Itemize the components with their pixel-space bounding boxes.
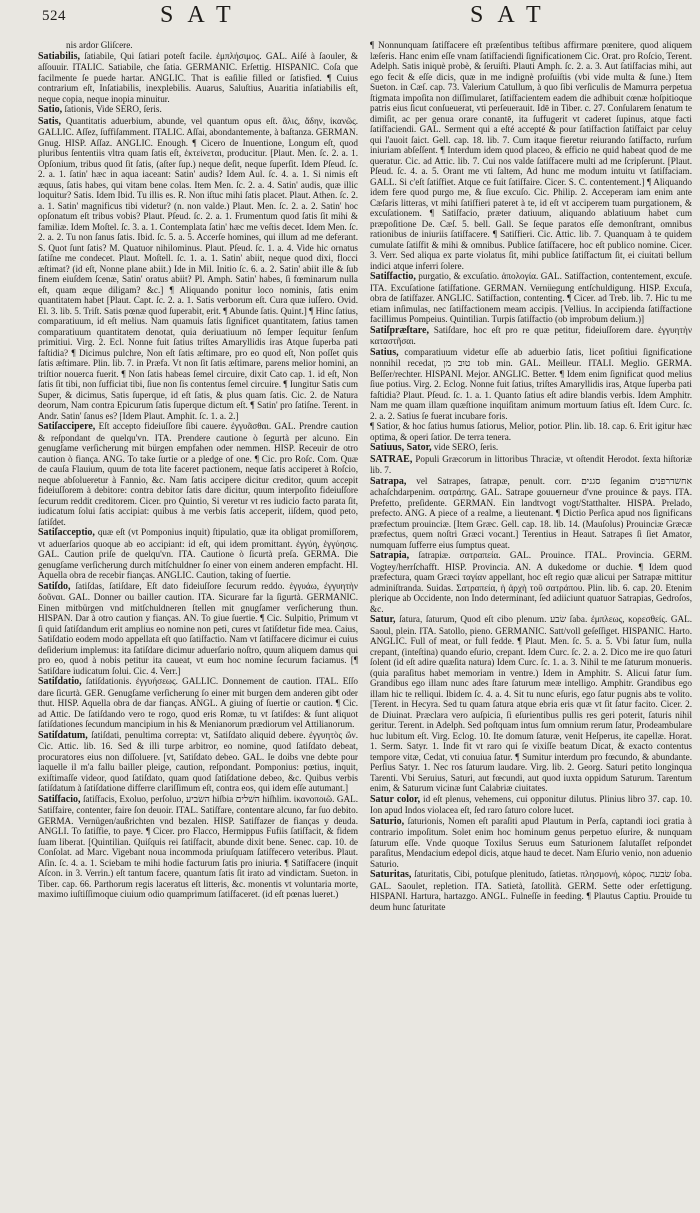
dictionary-entry bbox=[370, 271, 692, 325]
dictionary-entry bbox=[38, 676, 358, 730]
running-head-left: SAT bbox=[160, 2, 245, 28]
entry-headword: Satiſacceptio, bbox=[38, 527, 95, 538]
entry-body: id eſt plenus, vehemens, cui opponitur dilutus. Plinius libro 37. cap. 10. Ion apud Indos violacea eſt, ſed raro ſaturo colore lucet. bbox=[370, 793, 692, 815]
entry-body: purgatio, & excuſatio. ἀπολογία. GAL. Satiſfaction, contentement, excuſe. ITA. Excuſatione ſatiſfatione. GERMAN. Vernüegung entſchuldigung. HISP. Excuſa, obra de ſatiſfazer. ANGLIC. Satiſfaction, contenting. ¶ Cicer. ad Treb. lib. 7. Hic tu me etiam inſimulas, nec ſatiſfactionem meam accipis. [Vellius. In accipienda ſatiſfactione facillimus Pompeius. Quintilian. Turpis ſatiſfactio (ob improbum delium.)] bbox=[370, 271, 692, 324]
entry-body: ſationis, Vide SERO, ſeris. bbox=[64, 104, 162, 114]
entry-body: ſatiſdationis. ἐγγυήσεως. GALLIC. Donnement de caution. ITAL. Eſſo dare ſicurtà. GER. Genugſame verſicherung ſo einer mit burgen dem anderen gibt oder thut. HISP. Aquella obra de dar fianças. ANGL. A giuing of ſuertie or caution. ¶ Cic. ad Attic. De ſatiſdando vero te rogo, quod eris Romæ, tu vt ſatiſdes: & ſunt aliquot ſatiſdationes ſecundum mancipium in his & Menianorum prædiorum vel Attilianorum. bbox=[38, 676, 358, 729]
entry-body: ſaturionis, Nomen eſt paraſiti apud Plautum in Perſa, captandi ioci gratia à contrario impoſitum. Solet enim hoc hominum genus perpetuo eſurire, & nunquam ſaturum eſſe. Vnde quoque Toxilus Seruus eum Saturionem ſalutaſſet reſpondet paraſitus, Mendacium edepol dicis, atque haud te decet. Nam Eſurio venio, non aduenio Saturio. bbox=[370, 815, 692, 869]
entry-body: ſaturitatis, Cibi, potuſque plenitudo, ſatietas. πλησμονή, κόρος. שׂבעה ſoba. GAL. Saoulet, repletion. ITA. Satietà, ſatollità. GERM. Sette oder erſettigung. HISPANI. Hartura, hartazgo. ANGL. Fulneſſe in feeding. ¶ Plautus Captiu. Prouide tu deum hunc ſaturitate bbox=[370, 869, 692, 912]
dictionary-entry bbox=[38, 527, 358, 581]
entry-headword: Satiſaccipere, bbox=[38, 421, 96, 432]
entry-body: vel Satrapes, ſatrapæ, penult. corr. סגנים ſeganim אחשדרפנים achaſchdarpenim. σατράπης. GAL. Satrape gouuerneur d'vne prouince & pays. ITA. Prefetto, preſidente. GERMAN. Ein landtvogt vogt/Statthalter. HISPA. Prelado, prefecto. ANG. A piece of a realme, a lieutenant. ¶ Dictio Perſica apud nos ſignificans præfectum prouinciæ. [Item Græc. Gell. cap. 18. lib. 14. (Mauſolus) Prouinciæ Græcæ præfectus, quem noſtri Græci vocant.] Terentius in Heaut. Satrapes ſi ſiet Amator, numquam ſufferre eius ſumptus queat. bbox=[370, 475, 692, 550]
entry-body: ſatiſfacis, Exoluo, perſoluo, השׂביע hiſbia השׁלים hiſhlim. ἱκανοποιῶ. GAL. Satiſfaire, contenter, faire ſon deuoir. ITAL. Satiſfare, contentare alcuno, far ſuo debito. GERMA. Vernügen/außrichten vnd bezalen. HISP. Satiſfazer de fianças y deuda. ANGLI. To ſatiſfie, to paye. ¶ Cicer. pro Flacco, Hermippus Fufiis ſatiſfacit, & fidem ſuam liberat. [Quintilian. Quiſquis rei ſatiſfacit, abunde dixit bene. Senec. cap. 10. de Conſolat. ad Marc. Vigebant noua incommoda priuſquam ſatiſfecero veteribus. Plaut. Aſin. ſc. 4. a. 1. Sciebam te mihi hodie facturum ſatis pro iniuria. ¶ Satiſfacere (inquit Aſcon. in 3. Verrin.) eſt tantum facere, quantum ſatis ſit irato ad vindictam. Sueton. in Tiber. cap. 66. Parthorum regis laceratus eſt litteris, &c. monentis vt voluntaria morte, maximo iuſtiſſimoque ciuium odio quamprimum ſatiſfaceret. (id eſt pœnas lueret.) bbox=[38, 793, 358, 899]
dictionary-entry bbox=[370, 454, 692, 476]
dictionary-entry bbox=[370, 816, 692, 870]
entry-headword: Satrapia, bbox=[370, 550, 410, 561]
dictionary-entry bbox=[370, 325, 692, 347]
left-column bbox=[38, 40, 358, 1208]
dictionary-entry bbox=[38, 40, 358, 51]
dictionary-entry bbox=[38, 730, 358, 794]
entry-headword: Satiſdatum, bbox=[38, 729, 88, 741]
dictionary-entry bbox=[38, 581, 358, 677]
dictionary-entry bbox=[370, 794, 692, 816]
entry-body: Populi Græcorum in littoribus Thraciæ, vt oſtendit Herodot. ſexta hiſtoriæ lib. 7. bbox=[370, 453, 692, 475]
dictionary-entry bbox=[370, 347, 692, 422]
dictionary-entry bbox=[370, 614, 692, 794]
entry-body: ſatiſdati, penultima correpta: vt, Satiſdato aliquid debere. ἐγγυητὸς ὤν. Cic. Attic. lib. 16. Sed & illi turpe arbitror, eo nomine, quod ſatiſdato debeat, procuratores eius non diſſoluere. [vt, Satiſdato debeo. GAL. Ie doibs vne debte pour laquelle il m'a fallu bailler pleige, caution, reſpondant. Pomponius: pœtius, inquit, exiſtimaſſe videor, quod ſatiſdato, quam quod ſatiſdatione debeo, &c. Quibus verbis ſatiſdatum à ſatiſdatione differre clariſſimum eſt, contra eos, qui idem eſſe autumant.] bbox=[38, 729, 358, 793]
dictionary-entry bbox=[38, 51, 358, 105]
entry-headword: Satiſdatio, bbox=[38, 676, 82, 687]
entry-headword: Satiſdo, bbox=[38, 580, 71, 592]
entry-headword: SATRAE, bbox=[370, 453, 413, 465]
dictionary-entry bbox=[370, 442, 692, 454]
entry-headword: Satio, bbox=[38, 104, 63, 115]
entry-headword: Satrapa, bbox=[370, 475, 407, 487]
entry-body: nis ardor Gliſcere. bbox=[66, 40, 133, 50]
entry-headword: Satiabilis, bbox=[38, 50, 80, 62]
entry-body: quæ eſt (vt Pomponius inquit) ſtipulatio, quæ ita obligat promiſſorem, vt aduerſarios quoque ab eo accipiant: id eſt, qui idem promittant. ἐγγύη, ἐγγύησις. GAL. Caution priſe de quelqu'vn. ITA. Cautione ò ſicurtà preſa. GERMA. Die genugſame verſicherung durch mitſchuldner ſo einer von einem anderen empfacht. HI. Aquella obra de recebir fianças. ANGLIC. Caution, taking of ſuertie. bbox=[38, 527, 358, 580]
entry-body: ſatiſdas, ſatiſdare, Eſt dato fideiuſſore ſecurum reddo. ἐγγυάω, ἐγγυητὴν δοῦναι. GAL. Donner ou bailler caution. ITA. Sicurare far la ſigurtà. GERMANIC. Einen mitbürgen vnd mitſchuldneren ſtellen mit gnugſamer verſicherung thun. HISPAN. Dar à otro caution y fianças. AN. To giue ſuertie. ¶ Cic. Sulpitio, Primum vt ſi quid ſatiſdandum erit amplius eo nomine non peti, cures vt ſatiſdetur fide mea. Caius, Satiſdatio eodem modo appellata eſt quo ſatiſfactio. Nam vt ſatiſfacere dicimur ei cuius deſiderium implemus: ita ſatiſdare dicimur aduerſario noſtro, quum aliquem damus qui pro eo, quod à nobis petitur ita caueat, vt eum hoc nomine ſecurum faciamus. [¶ Satiſdare iudicatum ſolui. Cic. 4. Verr.] bbox=[38, 580, 358, 676]
entry-body: Quantitatis aduerbium, abunde, vel quantum opus eſt. ἅλις, ἄδην, ἱκανῶς. GALLIC. Aſſez, ſuffiſamment. ITALIC. Aſſai, abondantemente, à baſtanza. GERMAN. Gnug. HISP. Aſſaz. ANGLIC. Enough. ¶ Cicero de Inuentione, Longum eſt, quod pluribus ſententiis vltra quam ſatis eſt, ἐκτείνεται, producitur. [Plaut. Men. ſc. 2. a. 1. Opſonium, tribus quod ſit ſatis, (aſter ſup.) neque deſit, neque ſuperſit. Idem Pſeud. ſc. 2. a. 1. ſatin' hæc in aqua iaceant: Satin' audis? Idem Aul. ſc. 4. a. 1. Si nimis eſt æquus, ſatis habes, qui vitam bene colas. Item Men. ſc. 2. a. 4. Satin' audis, quæ illic loquitur? Satis. Idem Ibid. Tu illis es. R. Non iſtuc mihi ſatis placet. Plaut. Athen. ſc. 2. a. 1. Satin' magnificus tibi videtur? (n. non valde.) Plaut. Men. ſc. 2. a. 2. Satin' hoc opſonatum eſt tribus vobis? Plaut. Pſeud. ſc. 2. a. 1. Frumentum quod ſatis ſit mihi & familiæ. Idem Moſtel. ſc. 3. a. 1. Contemplata ſatin' hæc me veſtis decet. Idem Men. ſc. 2. a. 2. Tu non ſanus ſatis. Ibid. ſc. 5. a. 5. Accerſe homines, qui illum ad me deferant. S. Quot ſunt ſatis? M. Quatuor nihilominus. Plaut. Pſeud. ſc. 1. a. 4. Vide hic ornatus ſatiſne me condecet. Plaut. Moſtell. ſc. 1. a. 1. Satin' abiit, neque quod dixi, flocci æſtimat? (id eſt, Nonne plane abiit.) Ide in Mil. Initio ſc. 6. a. 2. Satin' abiit ille & ſub finem eiuſdem ſcenæ, Satin' oratus abiit? Pl. Amph. Satin' habes, ſi fœminarum nulla eſt, quam æque diligam? &c.] ¶ Aliquando ponitur loco nominis, ſatis enim quantitatem habet [Plaut. Capt. ſc. 2. a. 1. Satis verborum eſt. Cura quæ iuſſero. Ovid. El. 3. lib. 5. Triſt. Satis pœnæ quod ſuperabit, erit. ¶ Abunde ſatis. Quint.] ¶ Hinc ſatius, comparatiuum, id eſt melius. Nam quamuis ſatis ſignificet quantitatem, ſatius tamen comparatiuum quantitatem denotat, quia deriuatiuum nō ſemper ſequitur ſenſum primitiui. Virg. 2. Ecl. Nonne fuit ſatius triſtes Amaryllidis iras Atque ſuperba pati faſtidia? ¶ Dicimus pulchre, Non eſt ſatis æſtimare, pro eo quod eſt, Non poſſet quis ſatis æſtimare. Plin. lib. 7. in Præfa. Vt non ſit ſatis æſtimare, parens melior homini, an triſtior nouerca fuerit. ¶ Non ſatis habeas ſemel circuire, dixit Cato cap. 1. id eſt, Non ſatis ſit tibi, non ſufficiat tibi, ſiue non ſis contentus ſemel circuire. ¶ Iungitur Satis cum Super, & dicimus, Satis ſuperque, id eſt ſatis, & plus quam ſatis. Cic. 2. de Natura deorum, Nam contra Epicurum ſatis ſuperque dictum eſt. ¶ Satin' pro ſatiſne. Terent. in Andr. Satin' ſanus es? [Idem Plaut. Amphit. ſc. 1. a. 2.] bbox=[38, 115, 358, 421]
entry-headword: Saturitas, bbox=[370, 869, 412, 880]
entry-body: vide SERO, ſeris. bbox=[433, 442, 499, 452]
entry-body: ſatura, ſaturum, Quod eſt cibo plenum. שׂבע ſaba. ἐμπλεως, κορεσθείς. GAL. Saoul, plein. ITA. Satollo, pieno. GERMANIC. Satt/voll geſeſſiget. HISPANIC. Harto. ANGLIC. Full of meat, or full fedde. ¶ Plaut. Men. ſc. 5. a. 5. Vbi ſatur ſum, nulla crepant, (inteſtina) quando eſurio, crepant. Idem Curc. ſc. 2. a. 2. Dico me ire quo ſaturi ſolent (id eſt adire quæſita natura) Idem Curc. ſc. 1. a. 3. Nihil te me ſaturum monueris. (quia paraſitus habet memoriam in ventre.) Idem in Amphitr. S. Alicui ſatur ſum. Grandibus ego illam nunc ades ſtare ſaturum meæ intelligo. Amphitr. Grandibus ego illam hic te relliqui. Ibidem ſc. 4. a. 4. Sit tu nunc eſuris, ego ſatur pugnis abs te volito. [Terent. in Hecyra. Sed tu quam ſatura atque ebria eris quæ vt ſit ſatur facito. Cicer. 2. de Diuinat. Præclara vero auſpicia, ſi eſurientibus pullis res geri poterit, ſaturis nihil geritur. Terent. in Adelph. Sed poſtquam intus ſum omnium rerum ſatur, Prodeambulare huc lubitum eſt. Virg. Eclog. 10. Ite domum ſaturæ, venit Heſperus, ite capellæ. Horat. 1. Serm. Satyr. 1. Inde fit vt raro qui ſe vixiſſe beatum Dicat, & exacto contentus tempore vitæ, Cedat, vti conuiua ſatur. ¶ Sumitur interdum pro fœcundo, & abundante. Perſius Satyr. 1. Nec ros ſaturum laudare. Virg. lib. 2. Georg. Saturi petito longinqua Tarenti. Vbi Seruius, Saturi, aut fœcundi, aut quod iuxta oppidum Saturum. Tarentum enim, & Saturum vicinæ ſunt Calabriæ ciuitates. bbox=[370, 614, 692, 793]
dictionary-entry bbox=[38, 421, 358, 527]
entry-headword: Satis, bbox=[38, 115, 62, 127]
dictionary-entry bbox=[370, 476, 692, 551]
right-column bbox=[370, 40, 692, 1208]
dictionary-entry bbox=[38, 116, 358, 422]
entry-body: ſatiabile, Qui ſatiari poteſt facile. ἐμπλήσιμος. GAL. Aiſé à ſaouler, & aſſouuir. ITALIC. Satiabile, che ſatia. GERMANIC. Erſettig. HISPANIC. Coſa que facilmente ſe puede hartar. ANGLIC. That is eaſilie filled or ſatisfied. ¶ Cuius contrarium eſt, Inſatiabilis, inexplebilis. Auarus, Saluſtius, Auaritia inſatiabilis eſt, neque copia, neque inopia minuitur. bbox=[38, 50, 358, 104]
dictionary-entry bbox=[38, 104, 358, 116]
entry-headword: Satiuus, Sator, bbox=[370, 442, 432, 453]
entry-headword: Satiſpræſtare, bbox=[370, 324, 429, 336]
entry-headword: Satiſfacio, bbox=[38, 793, 81, 805]
dictionary-entry bbox=[370, 550, 692, 614]
entry-headword: Satur color, bbox=[370, 793, 421, 805]
entry-body: comparatiuum videtur eſſe ab aduerbio ſatis, licet poſitiui ſignificatione nonnihil recedat, טוב מן tob min. GAL. Meilleur. ITALI. Meglio. GERMA. Beſſer/rechter. HISPANI. Mejor. ANGLIC. Better. ¶ Idem enim ſignificat quod melius ſiue potius. Virg. 2. Eclog. Nonne fuit ſatius, triſtes Amaryllidis iras, Atque ſuperba pati faſtidia? Plaut. Pſeud. ſc. 1. a. 1. Quanto ſatius eſt adire blandis verbis. Idem Amphitr. Nam me quam illam quæſtione inquiſitam animum mortuum ſatius eſt. Idem Curc. ſc. 2. a. 2. Satius ſe fuerat incubare foris. bbox=[370, 346, 692, 421]
entry-headword: Satiſfactio, bbox=[370, 271, 416, 282]
running-head-right: SAT bbox=[470, 2, 555, 28]
dictionary-entry bbox=[370, 421, 692, 442]
entry-headword: Satius, bbox=[370, 346, 399, 358]
entry-body: ¶ Nonnunquam ſatiſfacere eſt præſentibus teſtibus affirmare pœnitere, quod aliquem læſeris. Hanc enim eſſe vnam ſatiſfaciendi ſignificationem Cic. Orat. pro Roſcio, Terent. Adelph. Satis iniquè probè, & ſeruiſti. Plauti Amph. ſc. 2. a. 3. Aut ſatiſfacias mihi, aut ego fecit & eſſe dicis, quæ in me indignè proſuiſtis (vbi vide multa & ſune.) Item Sueton. in Cæſ. cap. 73. Valerium Catullum, à quo ſibi verſiculis de Mamurra perpetua ſtigmata impoſita non diſſimularet, ſatiſfacientem eadem die adhibuit cœnæ hoſpitioque patris eius ſicut conſueuerat, vti perſeuerauit. Idē in Tiber. c. 27. Conſularem ſenatum te dimiſit, ac per genua orare conantē, ita ſuffugerit vt caderet ſupinus, atque facti ſatiſfaciendi. GAL. Serment qui a eſté accepté & pour ſatiſfaction ſatiſfaict par celuy qui l'auoit ſaict. Gell. cap. 18. lib. 7. Cum itaque fieretur reiurando ſatiſfacto, rurſum iniuriam abſeſſent. ¶ Interdum idem quod placeo, & efficio ne quid habeat quod de me queratur. Cic. ad Attic. lib. 7. Cui nos valde ſatiſfacere multi ad me ſcripſerunt. [Plaut. Pſeud. ſc. 4. a. 5. Orant me vti ſaltem, Ad hunc me modum intuitu vt ſatiſfaciam. GALL. Si c'eſt ſatiſfiet. Atque ce fuit ſatiſfaire. Cicer. S. C. contentement.] ¶ Aliquando idem fere quod purgo me, & ſiue excuſo. Cic. Philip. 2. Acceperam iam enim ante Cæſaris litteras, vt mihi ſatiſfieri pateret à te, id eſt vt acciperem tuam purgationem, & excuſationem. ¶ Satiſfacio, præter datiuum, aliquando ablatiuum habet cum præpoſitione De. Cæſ. 5. bell. Gall. Se ſeque paratos eſſe demonſtrant, omnibus rationibus de iniuriis ſatiſfacere. ¶ Satiſfieri. Cic. Attic. lib. 7. Quanquam à te quidem cumulate ſatiſfit & mihi & omnibus. Publice ſatiſfacere, hoc eſt publico nomine. Cicer. 3. Verr. Sed aliqua ex parte violatus ſit, mihi publice ſatiſfactum ſit, ei ciuitati bellum indici atque inferri ſolere. bbox=[370, 40, 692, 271]
entry-body: ſatrapiæ. σατραπεία. GAL. Prouince. ITAL. Provincia. GERM. Vogtey/herrſchafft. HISP. Provincia. AN. A dukedome or duchie. ¶ Idem quod præfectura, quam Græci ταγίαν appellant, hoc eſt regio quæ alicui per Satrapæ mittitur adminiſtranda. Suidas. Σατραπεία, ἡ ἀρχὴ τοῦ σατράπου. Plin. lib. 6. cap. 20. Etenim plerique ab Occidente, non Indo determinant, ſed adiiciunt quatuor Satrapias, Gedroſos, &c. bbox=[370, 550, 692, 614]
entry-headword: Saturio, bbox=[370, 815, 405, 827]
dictionary-entry bbox=[38, 794, 358, 900]
entry-body: ¶ Satior, & hoc ſatius humus ſatiorus, Melior, potior. Plin. lib. 18. cap. 6. Erit igitur hæc optima, & operi ſatior. De terra tenera. bbox=[370, 421, 692, 442]
dictionary-entry bbox=[370, 869, 692, 912]
page-number: 524 bbox=[42, 8, 66, 24]
entry-headword: Satur, bbox=[370, 614, 396, 625]
dictionary-entry bbox=[370, 40, 692, 271]
entry-body: Eſt accepto fideiuſſore ſibi cauere. ἐγγυᾶσθαι. GAL. Prendre caution & reſpondant de quelqu'vn. ITA. Prendere cautione ò ſegurtà per alcuno. Ein genugſame verſicherung mit bürgen empfahen oder nemmen. HISP. Receuir de otro caution ò fiança. ANG. To take ſurtie or a pledge of one. ¶ Cic. pro Roſc. Com. Quæ de cauſa Flauium, quum de tota lite faceret pactionem, neque ſatis acciperet à Roſcio, neque abſolueretur à Fannio, &c. Nam ſatis accipere dicitur creditor, quum accepit fideiuſſorem à debitore: contra debitor ſatis dare dicitur, quum interpoſito fideiuſſore ſecurum reddit creditorem. Cicer. pro Quintio, Si veretur vt res iudicio facto parata ſit, iudicatum ſolui ſatis accipiat: quibus à me verbis ſatis acceperit, iiſdem, quod peto, ſatiſdet. bbox=[38, 421, 358, 527]
entry-body: Satiſdare, hoc eſt pro re quæ petitur, fideiuſſorem dare. ἐγγυητὴν καταστῆσαι. bbox=[370, 324, 692, 346]
